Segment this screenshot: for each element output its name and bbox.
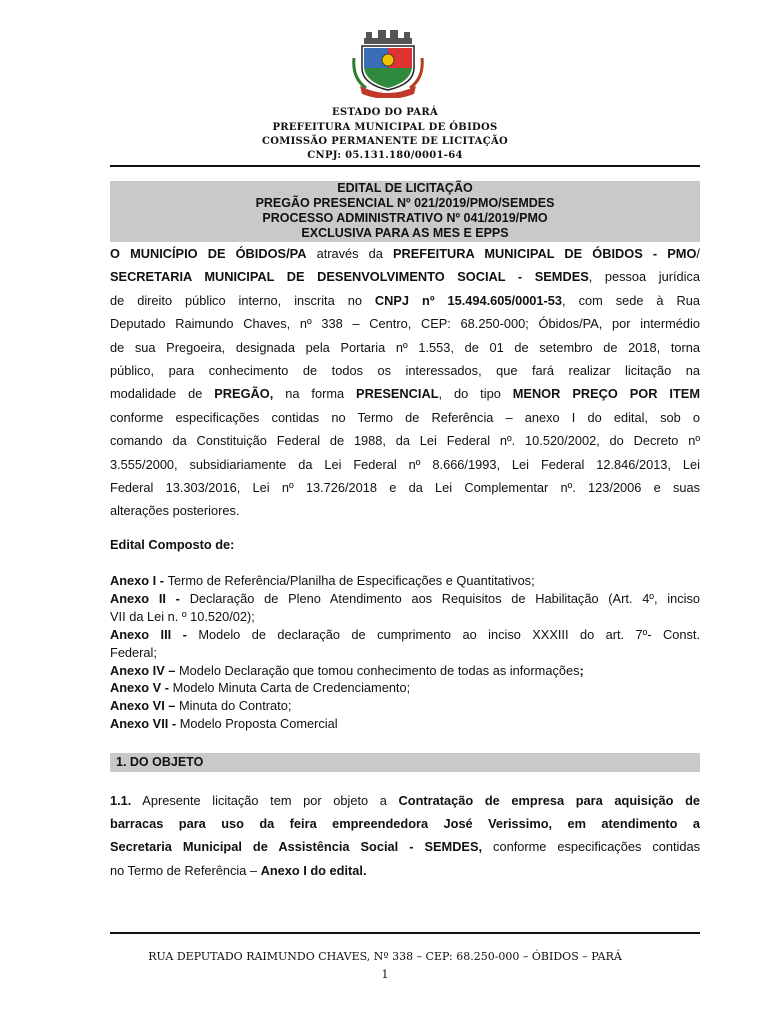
text-run: Anexo I -	[110, 573, 168, 588]
text-line	[110, 242, 700, 265]
anexo-line	[110, 590, 700, 608]
text-run: Modelo Proposta Comercial	[179, 716, 338, 732]
header-cnpj: CNPJ: 05.131.180/0001-64	[307, 150, 463, 161]
anexo-line	[110, 697, 700, 715]
text-run: O MUNICÍPIO DE ÓBIDOS/PA	[110, 246, 307, 261]
text-run: barracas para uso da feira empreendedora José Verissimo, em atendimento a	[110, 816, 700, 832]
text-run: público, para conhecimento de todos os interessados, que fará realizar licitação na	[110, 363, 700, 379]
header-state: ESTADO DO PARÁ	[331, 107, 439, 118]
text-run: conforme especificações contidas	[482, 839, 701, 855]
text-line	[110, 289, 700, 312]
text-line	[110, 859, 700, 882]
text-run: Anexo IV –	[110, 662, 179, 678]
text-run: Deputado Raimundo Chaves, nº 338 – Centro, CEP: 68.250-000; Óbidos/PA, por intermédio	[110, 316, 700, 332]
text-line	[110, 835, 700, 858]
anexo-line	[110, 715, 700, 733]
text-run: de sua Pregoeira, designada pela Portaria nº 1.553, de 01 de setembro de 2018, torna	[110, 339, 700, 355]
text-run: alterações posteriores.	[110, 503, 240, 519]
text-run: na forma	[273, 386, 357, 402]
anexo-line	[110, 662, 700, 680]
text-run: no Termo de Referência –	[110, 862, 261, 878]
text-run: conforme especificações contidas no Termo de Referência – anexo I do edital, sob o	[110, 409, 700, 425]
edital-title-banner	[110, 181, 700, 242]
text-run: MENOR PREÇO POR ITEM	[512, 386, 700, 402]
edital-composto-title: Edital Composto de:	[110, 537, 235, 552]
text-run: CNPJ nº 15.494.605/0001-53	[374, 292, 563, 308]
text-run: Secretaria Municipal de Assistência Social - SEMDES,	[110, 839, 483, 855]
page-number: 1	[381, 968, 389, 981]
text-run: Contratação de empresa para aquisição de	[398, 793, 701, 808]
text-run: Anexo III -	[110, 626, 199, 642]
text-run: PREFEITURA MUNICIPAL DE ÓBIDOS - PMO	[393, 246, 697, 261]
banner-line: PREGÃO PRESENCIAL Nº 021/2019/PMO/SEMDES	[255, 196, 555, 210]
text-run: PREGÃO,	[214, 386, 274, 402]
text-line	[110, 429, 700, 452]
text-line	[110, 453, 700, 476]
text-line	[110, 336, 700, 359]
text-run: Modelo Declaração que tomou conhecimento de todas as informações	[178, 662, 580, 678]
text-run: modalidade de	[110, 386, 215, 402]
text-run: Federal 13.303/2016, Lei nº 13.726/2018 e da Lei Complementar nº. 123/2006 e suas	[110, 480, 700, 496]
text-run: Modelo de declaração de cumprimento ao inciso XXXIII do art. 7º- Const.	[198, 626, 701, 642]
text-run: Anexo V -	[110, 680, 173, 696]
text-run: /	[696, 246, 700, 261]
intro-paragraph	[110, 242, 700, 523]
text-run: SECRETARIA MUNICIPAL DE DESENVOLVIMENTO SOCIAL - SEMDES	[110, 269, 589, 285]
text-run: comando da Constituição Federal de 1988, da Lei Federal nº. 10.520/2002, do Decreto nº	[110, 433, 700, 449]
text-run: 3.555/2000, subsidiariamente da Lei Federal nº 8.666/1993, Lei Federal 12.846/2013, Lei	[110, 456, 700, 472]
text-line	[110, 789, 700, 812]
text-run: , com sede à Rua	[562, 292, 700, 308]
anexo-line	[110, 572, 700, 590]
text-run: Apresente licitação tem por objeto a	[131, 793, 399, 808]
text-line	[110, 312, 700, 335]
text-line	[110, 476, 700, 499]
banner-line: PROCESSO ADMINISTRATIVO Nº 041/2019/PMO	[262, 211, 548, 225]
header-prefeitura: PREFEITURA MUNICIPAL DE ÓBIDOS	[272, 122, 498, 133]
text-run: , pessoa jurídica	[588, 269, 700, 285]
text-run: Minuta do Contrato;	[178, 698, 292, 714]
text-run: Anexo VII -	[110, 716, 180, 732]
text-run: Declaração de Pleno Atendimento aos Requisitos de Habilitação (Art. 4º, inciso	[189, 590, 700, 606]
text-line	[110, 406, 700, 429]
banner-line: EXCLUSIVA PARA AS MES E EPPS	[301, 226, 509, 240]
anexo-line	[110, 644, 700, 662]
text-run: Anexo VI –	[110, 698, 179, 714]
coat-of-arms-icon	[352, 28, 424, 98]
anexo-line	[110, 608, 700, 626]
section-objeto-heading: 1. DO OBJETO	[110, 753, 700, 772]
anexo-line	[110, 679, 700, 697]
text-run: Anexo I do edital.	[260, 862, 367, 878]
text-line	[110, 812, 700, 835]
text-run: Termo de Referência/Planilha de Especificações e Quantitativos;	[167, 573, 535, 588]
text-line	[110, 382, 700, 405]
text-run: Federal;	[110, 644, 157, 660]
text-run: , do tipo	[438, 386, 513, 402]
text-run: VII da Lei n. º 10.520/02);	[110, 608, 255, 624]
text-run: Modelo Minuta Carta de Credenciamento;	[172, 680, 411, 696]
text-run: Anexo II -	[110, 590, 190, 606]
header-divider	[110, 165, 700, 167]
text-line	[110, 359, 700, 382]
anexos-list	[110, 572, 700, 733]
text-line	[110, 499, 700, 522]
header-commission: COMISSÃO PERMANENTE DE LICITAÇÃO	[261, 136, 509, 147]
banner-line: EDITAL DE LICITAÇÃO	[337, 181, 473, 195]
objeto-paragraph	[110, 789, 700, 882]
text-run: através da	[306, 246, 393, 261]
anexo-line	[110, 626, 700, 644]
text-run: de direito público interno, inscrita no	[110, 292, 375, 308]
footer-divider	[110, 932, 700, 934]
text-run: PRESENCIAL	[356, 386, 439, 402]
text-line	[110, 265, 700, 288]
footer-address: RUA DEPUTADO RAIMUNDO CHAVES, Nº 338 – CEP: 68.250-000 – ÓBIDOS – PARÁ	[148, 950, 622, 963]
text-run: 1.1.	[110, 793, 132, 808]
text-run: ;	[579, 662, 584, 678]
